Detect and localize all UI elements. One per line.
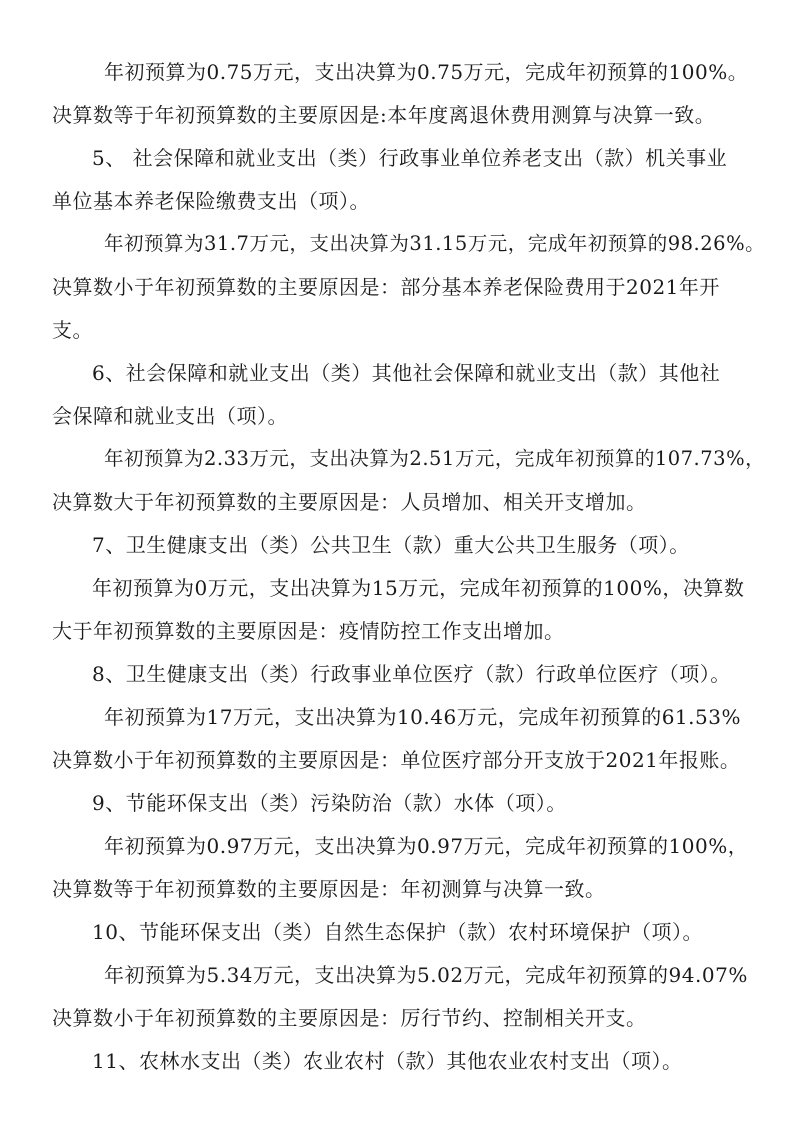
section-heading-8: 8、卫生健康支出（类）行政事业单位医疗（款）行政单位医疗（项）。	[92, 662, 731, 686]
paragraph-line: 决算数等于年初预算数的主要原因是：年初测算与决算一致。	[52, 877, 606, 901]
paragraph-line: 年初预算为2.33万元，支出决算为2.51万元，完成年初预算的107.73%，	[104, 447, 766, 470]
paragraph-line: 年初预算为0.75万元，支出决算为0.75万元，完成年初预算的100%。	[104, 60, 749, 84]
paragraph-line: 决算数等于年初预算数的主要原因是:本年度离退休费用测算与决算一致。	[52, 103, 716, 127]
paragraph-line: 年初预算为17万元，支出决算为10.46万元，完成年初预算的61.53%	[104, 705, 741, 729]
section-heading-6-cont: 会保障和就业支出（项）。	[52, 404, 288, 428]
section-heading-6: 6、社会保障和就业支出（类）其他社会保障和就业支出（款）其他社	[92, 361, 721, 385]
section-heading-5: 5、 社会保障和就业支出（类）行政事业单位养老支出（款）机关事业	[92, 146, 728, 170]
paragraph-line: 决算数小于年初预算数的主要原因是：单位医疗部分开支放于2021年报账。	[52, 748, 741, 772]
section-heading-10: 10、节能环保支出（类）自然生态保护（款）农村环境保护（项）。	[92, 920, 703, 944]
paragraph-line: 年初预算为0.97万元，支出决算为0.97万元，完成年初预算的100%，	[104, 834, 749, 858]
paragraph-line: 决算数小于年初预算数的主要原因是：部分基本养老保险费用于2021年开	[52, 275, 720, 299]
section-heading-5-cont: 单位基本养老保险缴费支出（项）。	[52, 189, 370, 213]
paragraph-line: 支。	[52, 318, 93, 342]
section-heading-7: 7、卫生健康支出（类）公共卫生（款）重大公共卫生服务（项）。	[92, 533, 690, 557]
paragraph-line: 年初预算为31.7万元，支出决算为31.15万元，完成年初预算的98.26%。	[104, 232, 766, 255]
paragraph-line: 年初预算为5.34万元，支出决算为5.02万元，完成年初预算的94.07%	[104, 963, 748, 987]
paragraph-line: 决算数大于年初预算数的主要原因是：人员增加、相关开支增加。	[52, 490, 647, 514]
section-heading-9: 9、节能环保支出（类）污染防治（款）水体（项）。	[92, 791, 567, 815]
paragraph-line: 决算数小于年初预算数的主要原因是：厉行节约、控制相关开支。	[52, 1006, 647, 1030]
paragraph-line: 大于年初预算数的主要原因是：疫情防控工作支出增加。	[52, 619, 565, 643]
section-heading-11: 11、农林水支出（类）农业农村（款）其他农业农村支出（项）。	[92, 1049, 683, 1073]
paragraph-line: 年初预算为0万元，支出决算为15万元，完成年初预算的100%，决算数	[92, 576, 745, 600]
